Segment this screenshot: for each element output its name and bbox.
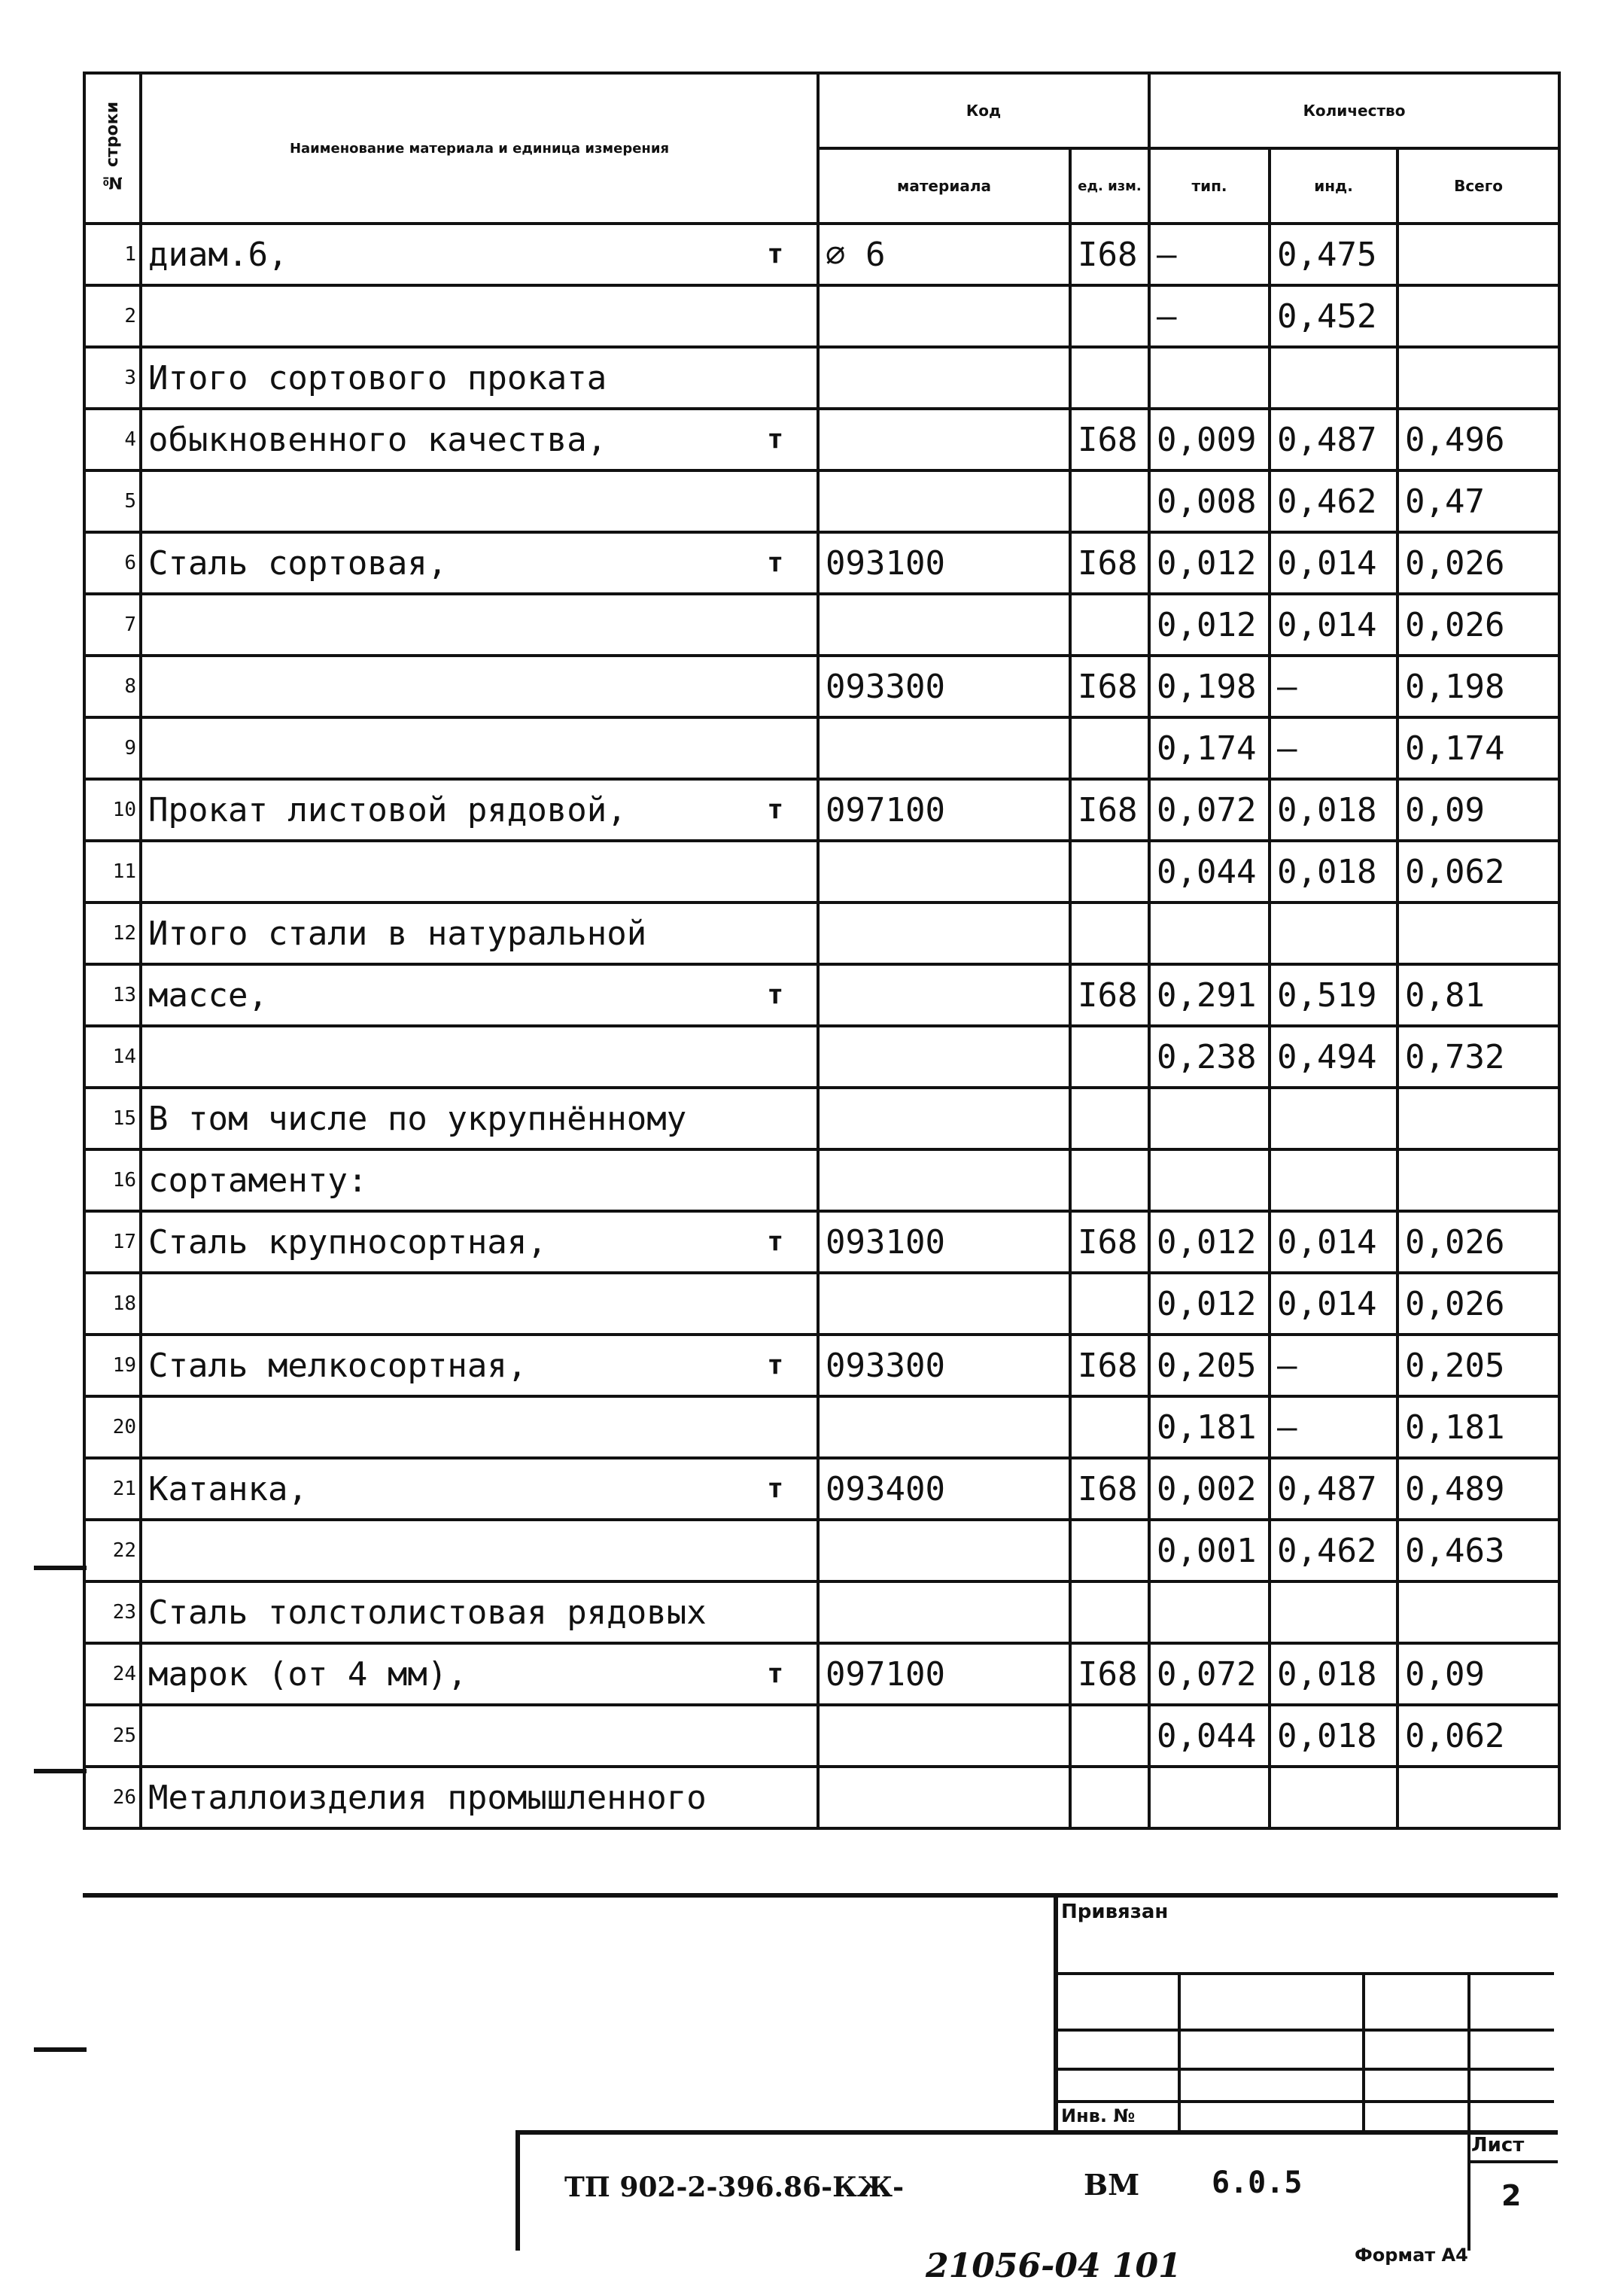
qty-total <box>1397 224 1559 285</box>
table-row <box>84 1026 1559 1088</box>
qty-total: 0,181 <box>1397 1396 1559 1458</box>
qty-total: 0,026 <box>1397 532 1559 594</box>
qty-total <box>1397 285 1559 347</box>
material-code <box>818 285 1070 347</box>
table-row <box>84 1767 1559 1828</box>
row-number: 14 <box>84 1026 141 1088</box>
material-code: 093100 <box>818 532 1070 594</box>
row-number: 20 <box>84 1396 141 1458</box>
material-name <box>141 1088 818 1149</box>
qty-total: 0,198 <box>1397 656 1559 717</box>
unit-text: т <box>767 1350 783 1380</box>
unit-text: т <box>767 547 783 578</box>
qty-total: 0,496 <box>1397 409 1559 470</box>
unit-code: I68 <box>1070 1458 1149 1520</box>
margin-mark <box>34 1566 87 1570</box>
material-name <box>141 470 818 532</box>
qty-ind: 0,462 <box>1270 1520 1397 1581</box>
qty-ind: – <box>1270 656 1397 717</box>
row-number: 23 <box>84 1581 141 1643</box>
qty-ind: 0,018 <box>1270 1643 1397 1705</box>
row-number: 3 <box>84 347 141 409</box>
unit-code <box>1070 1520 1149 1581</box>
table-row <box>84 224 1559 285</box>
material-name <box>141 1026 818 1088</box>
unit-code: I68 <box>1070 1643 1149 1705</box>
qty-typ: 0,174 <box>1149 717 1270 779</box>
material-name-text: Сталь толстолистовая рядовых <box>148 1593 707 1632</box>
material-name <box>141 964 818 1026</box>
material-name-text: сортаменту: <box>148 1161 368 1200</box>
qty-typ: – <box>1149 224 1270 285</box>
material-name <box>141 902 818 964</box>
material-code <box>818 902 1070 964</box>
qty-ind: 0,014 <box>1270 1211 1397 1273</box>
unit-code <box>1070 1026 1149 1088</box>
row-number: 15 <box>84 1088 141 1149</box>
row-number: 6 <box>84 532 141 594</box>
format-label: Формат А4 <box>1355 2245 1468 2266</box>
qty-typ <box>1149 1088 1270 1149</box>
document-mark: ВМ <box>1084 2168 1140 2202</box>
table-row <box>84 1149 1559 1211</box>
row-number: 2 <box>84 285 141 347</box>
qty-typ <box>1149 1767 1270 1828</box>
unit-code: I68 <box>1070 964 1149 1026</box>
table-row <box>84 1643 1559 1705</box>
table-row <box>84 1396 1559 1458</box>
unit-text: т <box>767 1226 783 1257</box>
qty-total: 0,81 <box>1397 964 1559 1026</box>
qty-typ: 0,072 <box>1149 779 1270 841</box>
table-row <box>84 1335 1559 1396</box>
qty-total: 0,026 <box>1397 594 1559 656</box>
qty-ind: 0,462 <box>1270 470 1397 532</box>
unit-code <box>1070 1396 1149 1458</box>
unit-code: I68 <box>1070 779 1149 841</box>
qty-ind: 0,487 <box>1270 409 1397 470</box>
material-name <box>141 1211 818 1273</box>
material-name-text: диам.6, <box>148 235 288 274</box>
material-name <box>141 1520 818 1581</box>
material-name <box>141 347 818 409</box>
qty-typ: 0,198 <box>1149 656 1270 717</box>
row-number: 18 <box>84 1273 141 1335</box>
code-material-header: материала <box>818 148 1070 224</box>
sheet-code: 6.0.5 <box>1212 2166 1303 2200</box>
row-number: 10 <box>84 779 141 841</box>
table-row <box>84 594 1559 656</box>
unit-code: I68 <box>1070 532 1149 594</box>
table-row <box>84 1211 1559 1273</box>
qty-typ: 0,072 <box>1149 1643 1270 1705</box>
material-name <box>141 1643 818 1705</box>
unit-text: т <box>767 239 783 269</box>
qty-total: 0,489 <box>1397 1458 1559 1520</box>
qty-typ-header: тип. <box>1149 148 1270 224</box>
material-name-text: массе, <box>148 976 268 1015</box>
qty-ind <box>1270 1767 1397 1828</box>
qty-typ: 0,008 <box>1149 470 1270 532</box>
row-number: 24 <box>84 1643 141 1705</box>
qty-total: 0,09 <box>1397 779 1559 841</box>
qty-ind: 0,014 <box>1270 532 1397 594</box>
material-name <box>141 656 818 717</box>
material-name-header: Наименование материала и единица измерения <box>141 73 818 224</box>
material-code <box>818 1705 1070 1767</box>
qty-typ <box>1149 1149 1270 1211</box>
row-number: 9 <box>84 717 141 779</box>
qty-total: 0,09 <box>1397 1643 1559 1705</box>
qty-total: 0,062 <box>1397 841 1559 902</box>
table-row <box>84 717 1559 779</box>
qty-ind <box>1270 347 1397 409</box>
qty-total <box>1397 347 1559 409</box>
row-number: 4 <box>84 409 141 470</box>
material-code: 097100 <box>818 779 1070 841</box>
row-number: 17 <box>84 1211 141 1273</box>
table-row <box>84 1088 1559 1149</box>
qty-total: 0,732 <box>1397 1026 1559 1088</box>
qty-typ: 0,012 <box>1149 532 1270 594</box>
code-group-header: Код <box>818 73 1149 148</box>
material-code <box>818 1520 1070 1581</box>
qty-typ <box>1149 347 1270 409</box>
unit-code <box>1070 1149 1149 1211</box>
material-name <box>141 1396 818 1458</box>
qty-total: 0,062 <box>1397 1705 1559 1767</box>
unit-code <box>1070 1767 1149 1828</box>
margin-mark <box>34 2047 87 2052</box>
table-row <box>84 285 1559 347</box>
unit-code <box>1070 1088 1149 1149</box>
qty-total <box>1397 902 1559 964</box>
table-row <box>84 1520 1559 1581</box>
material-code: 093400 <box>818 1458 1070 1520</box>
unit-code <box>1070 902 1149 964</box>
material-code <box>818 964 1070 1026</box>
material-name-text: Прокат листовой рядовой, <box>148 790 627 829</box>
unit-code <box>1070 841 1149 902</box>
unit-text: т <box>767 1658 783 1689</box>
material-name-text: Сталь мелкосортная, <box>148 1346 528 1385</box>
qty-ind: 0,018 <box>1270 841 1397 902</box>
row-number: 12 <box>84 902 141 964</box>
qty-total: 0,205 <box>1397 1335 1559 1396</box>
material-code <box>818 1396 1070 1458</box>
qty-total: 0,026 <box>1397 1211 1559 1273</box>
unit-text: т <box>767 979 783 1010</box>
material-name <box>141 409 818 470</box>
qty-typ: 0,044 <box>1149 1705 1270 1767</box>
material-name <box>141 532 818 594</box>
qty-ind <box>1270 902 1397 964</box>
qty-typ: 0,012 <box>1149 1211 1270 1273</box>
qty-total <box>1397 1581 1559 1643</box>
qty-total: 0,026 <box>1397 1273 1559 1335</box>
qty-ind: 0,494 <box>1270 1026 1397 1088</box>
qty-total: 0,463 <box>1397 1520 1559 1581</box>
qty-typ: 0,012 <box>1149 594 1270 656</box>
material-name <box>141 1458 818 1520</box>
row-number: 16 <box>84 1149 141 1211</box>
unit-code <box>1070 1273 1149 1335</box>
row-number: 8 <box>84 656 141 717</box>
material-name <box>141 1705 818 1767</box>
material-code: 097100 <box>818 1643 1070 1705</box>
material-code <box>818 409 1070 470</box>
material-name <box>141 779 818 841</box>
qty-typ: 0,044 <box>1149 841 1270 902</box>
material-name-text: Итого стали в натуральной <box>148 914 647 953</box>
qty-total-header: Всего <box>1397 148 1559 224</box>
unit-code: I68 <box>1070 409 1149 470</box>
material-name-text: Катанка, <box>148 1469 308 1508</box>
row-number: 26 <box>84 1767 141 1828</box>
quantity-group-header: Количество <box>1149 73 1559 148</box>
qty-total: 0,174 <box>1397 717 1559 779</box>
material-code: ∅ 6 <box>818 224 1070 285</box>
material-name-text: Итого сортового проката <box>148 358 607 397</box>
unit-code: I68 <box>1070 1211 1149 1273</box>
qty-total: 0,47 <box>1397 470 1559 532</box>
unit-code: I68 <box>1070 224 1149 285</box>
material-code <box>818 470 1070 532</box>
unit-text: т <box>767 794 783 825</box>
table-row <box>84 347 1559 409</box>
qty-typ: 0,291 <box>1149 964 1270 1026</box>
table-row <box>84 1581 1559 1643</box>
material-code <box>818 1273 1070 1335</box>
material-name <box>141 1767 818 1828</box>
qty-ind: 0,452 <box>1270 285 1397 347</box>
qty-typ: 0,002 <box>1149 1458 1270 1520</box>
qty-typ: 0,181 <box>1149 1396 1270 1458</box>
unit-code <box>1070 717 1149 779</box>
qty-typ: 0,001 <box>1149 1520 1270 1581</box>
inventory-label: Инв. № <box>1061 2105 1136 2126</box>
row-number: 5 <box>84 470 141 532</box>
qty-ind <box>1270 1581 1397 1643</box>
unit-code: I68 <box>1070 1335 1149 1396</box>
unit-code <box>1070 1581 1149 1643</box>
material-name <box>141 594 818 656</box>
unit-text: т <box>767 424 783 455</box>
qty-typ: 0,009 <box>1149 409 1270 470</box>
qty-ind: – <box>1270 1335 1397 1396</box>
material-name <box>141 1335 818 1396</box>
table-row <box>84 532 1559 594</box>
materials-table <box>83 72 1561 1830</box>
margin-mark <box>34 1769 87 1773</box>
table-row <box>84 409 1559 470</box>
title-block <box>83 1893 1558 2247</box>
material-code <box>818 347 1070 409</box>
qty-ind: – <box>1270 1396 1397 1458</box>
material-name <box>141 285 818 347</box>
qty-ind: 0,519 <box>1270 964 1397 1026</box>
archive-number: 21056-04 101 <box>926 2247 1182 2285</box>
qty-typ: 0,238 <box>1149 1026 1270 1088</box>
unit-text: т <box>767 1473 783 1504</box>
unit-code <box>1070 347 1149 409</box>
qty-ind: 0,018 <box>1270 779 1397 841</box>
sheet-label: Лист <box>1471 2134 1525 2157</box>
row-number: 7 <box>84 594 141 656</box>
material-code <box>818 594 1070 656</box>
qty-ind: 0,014 <box>1270 594 1397 656</box>
table-row <box>84 841 1559 902</box>
row-number: 21 <box>84 1458 141 1520</box>
material-code: 093100 <box>818 1211 1070 1273</box>
unit-code <box>1070 470 1149 532</box>
material-name-text: Сталь крупносортная, <box>148 1222 547 1262</box>
qty-total <box>1397 1767 1559 1828</box>
material-name <box>141 841 818 902</box>
material-code <box>818 841 1070 902</box>
bound-label: Привязан <box>1061 1901 1169 1923</box>
qty-ind: 0,014 <box>1270 1273 1397 1335</box>
qty-ind: – <box>1270 717 1397 779</box>
material-name <box>141 1581 818 1643</box>
qty-typ: 0,205 <box>1149 1335 1270 1396</box>
qty-typ <box>1149 1581 1270 1643</box>
qty-total <box>1397 1088 1559 1149</box>
row-number: 11 <box>84 841 141 902</box>
table-row <box>84 656 1559 717</box>
qty-ind-header: инд. <box>1270 148 1397 224</box>
qty-ind: 0,487 <box>1270 1458 1397 1520</box>
material-code <box>818 1581 1070 1643</box>
unit-code <box>1070 594 1149 656</box>
material-code <box>818 1088 1070 1149</box>
qty-ind: 0,018 <box>1270 1705 1397 1767</box>
material-name-text: В том числе по укрупнённому <box>148 1099 687 1138</box>
table-row <box>84 902 1559 964</box>
row-number: 1 <box>84 224 141 285</box>
table-row <box>84 1273 1559 1335</box>
material-code <box>818 1767 1070 1828</box>
material-name-text: марок (от 4 мм), <box>148 1654 467 1694</box>
row-number: 19 <box>84 1335 141 1396</box>
material-name <box>141 1273 818 1335</box>
table-row <box>84 964 1559 1026</box>
unit-code <box>1070 285 1149 347</box>
material-code: 093300 <box>818 1335 1070 1396</box>
qty-total <box>1397 1149 1559 1211</box>
row-number: 13 <box>84 964 141 1026</box>
material-name <box>141 1149 818 1211</box>
material-name-text: Металлоизделия промышленного <box>148 1778 707 1817</box>
unit-code <box>1070 1705 1149 1767</box>
row-number-header: № строки <box>84 73 141 224</box>
qty-typ: 0,012 <box>1149 1273 1270 1335</box>
material-code <box>818 1026 1070 1088</box>
table-row <box>84 779 1559 841</box>
material-code: 093300 <box>818 656 1070 717</box>
material-name <box>141 717 818 779</box>
qty-ind: 0,475 <box>1270 224 1397 285</box>
table-row <box>84 1705 1559 1767</box>
material-code <box>818 1149 1070 1211</box>
material-code <box>818 717 1070 779</box>
qty-ind <box>1270 1088 1397 1149</box>
sheet-number: 2 <box>1501 2179 1522 2212</box>
code-unit-header: ед. изм. <box>1070 148 1149 224</box>
qty-typ: – <box>1149 285 1270 347</box>
table-row <box>84 1458 1559 1520</box>
unit-code: I68 <box>1070 656 1149 717</box>
material-name-text: Сталь сортовая, <box>148 543 448 583</box>
table-row <box>84 470 1559 532</box>
row-number: 22 <box>84 1520 141 1581</box>
row-number: 25 <box>84 1705 141 1767</box>
material-name <box>141 224 818 285</box>
document-code: ТП 902-2-396.86-КЖ- <box>564 2172 905 2203</box>
qty-ind <box>1270 1149 1397 1211</box>
qty-typ <box>1149 902 1270 964</box>
material-name-text: обыкновенного качества, <box>148 420 607 459</box>
